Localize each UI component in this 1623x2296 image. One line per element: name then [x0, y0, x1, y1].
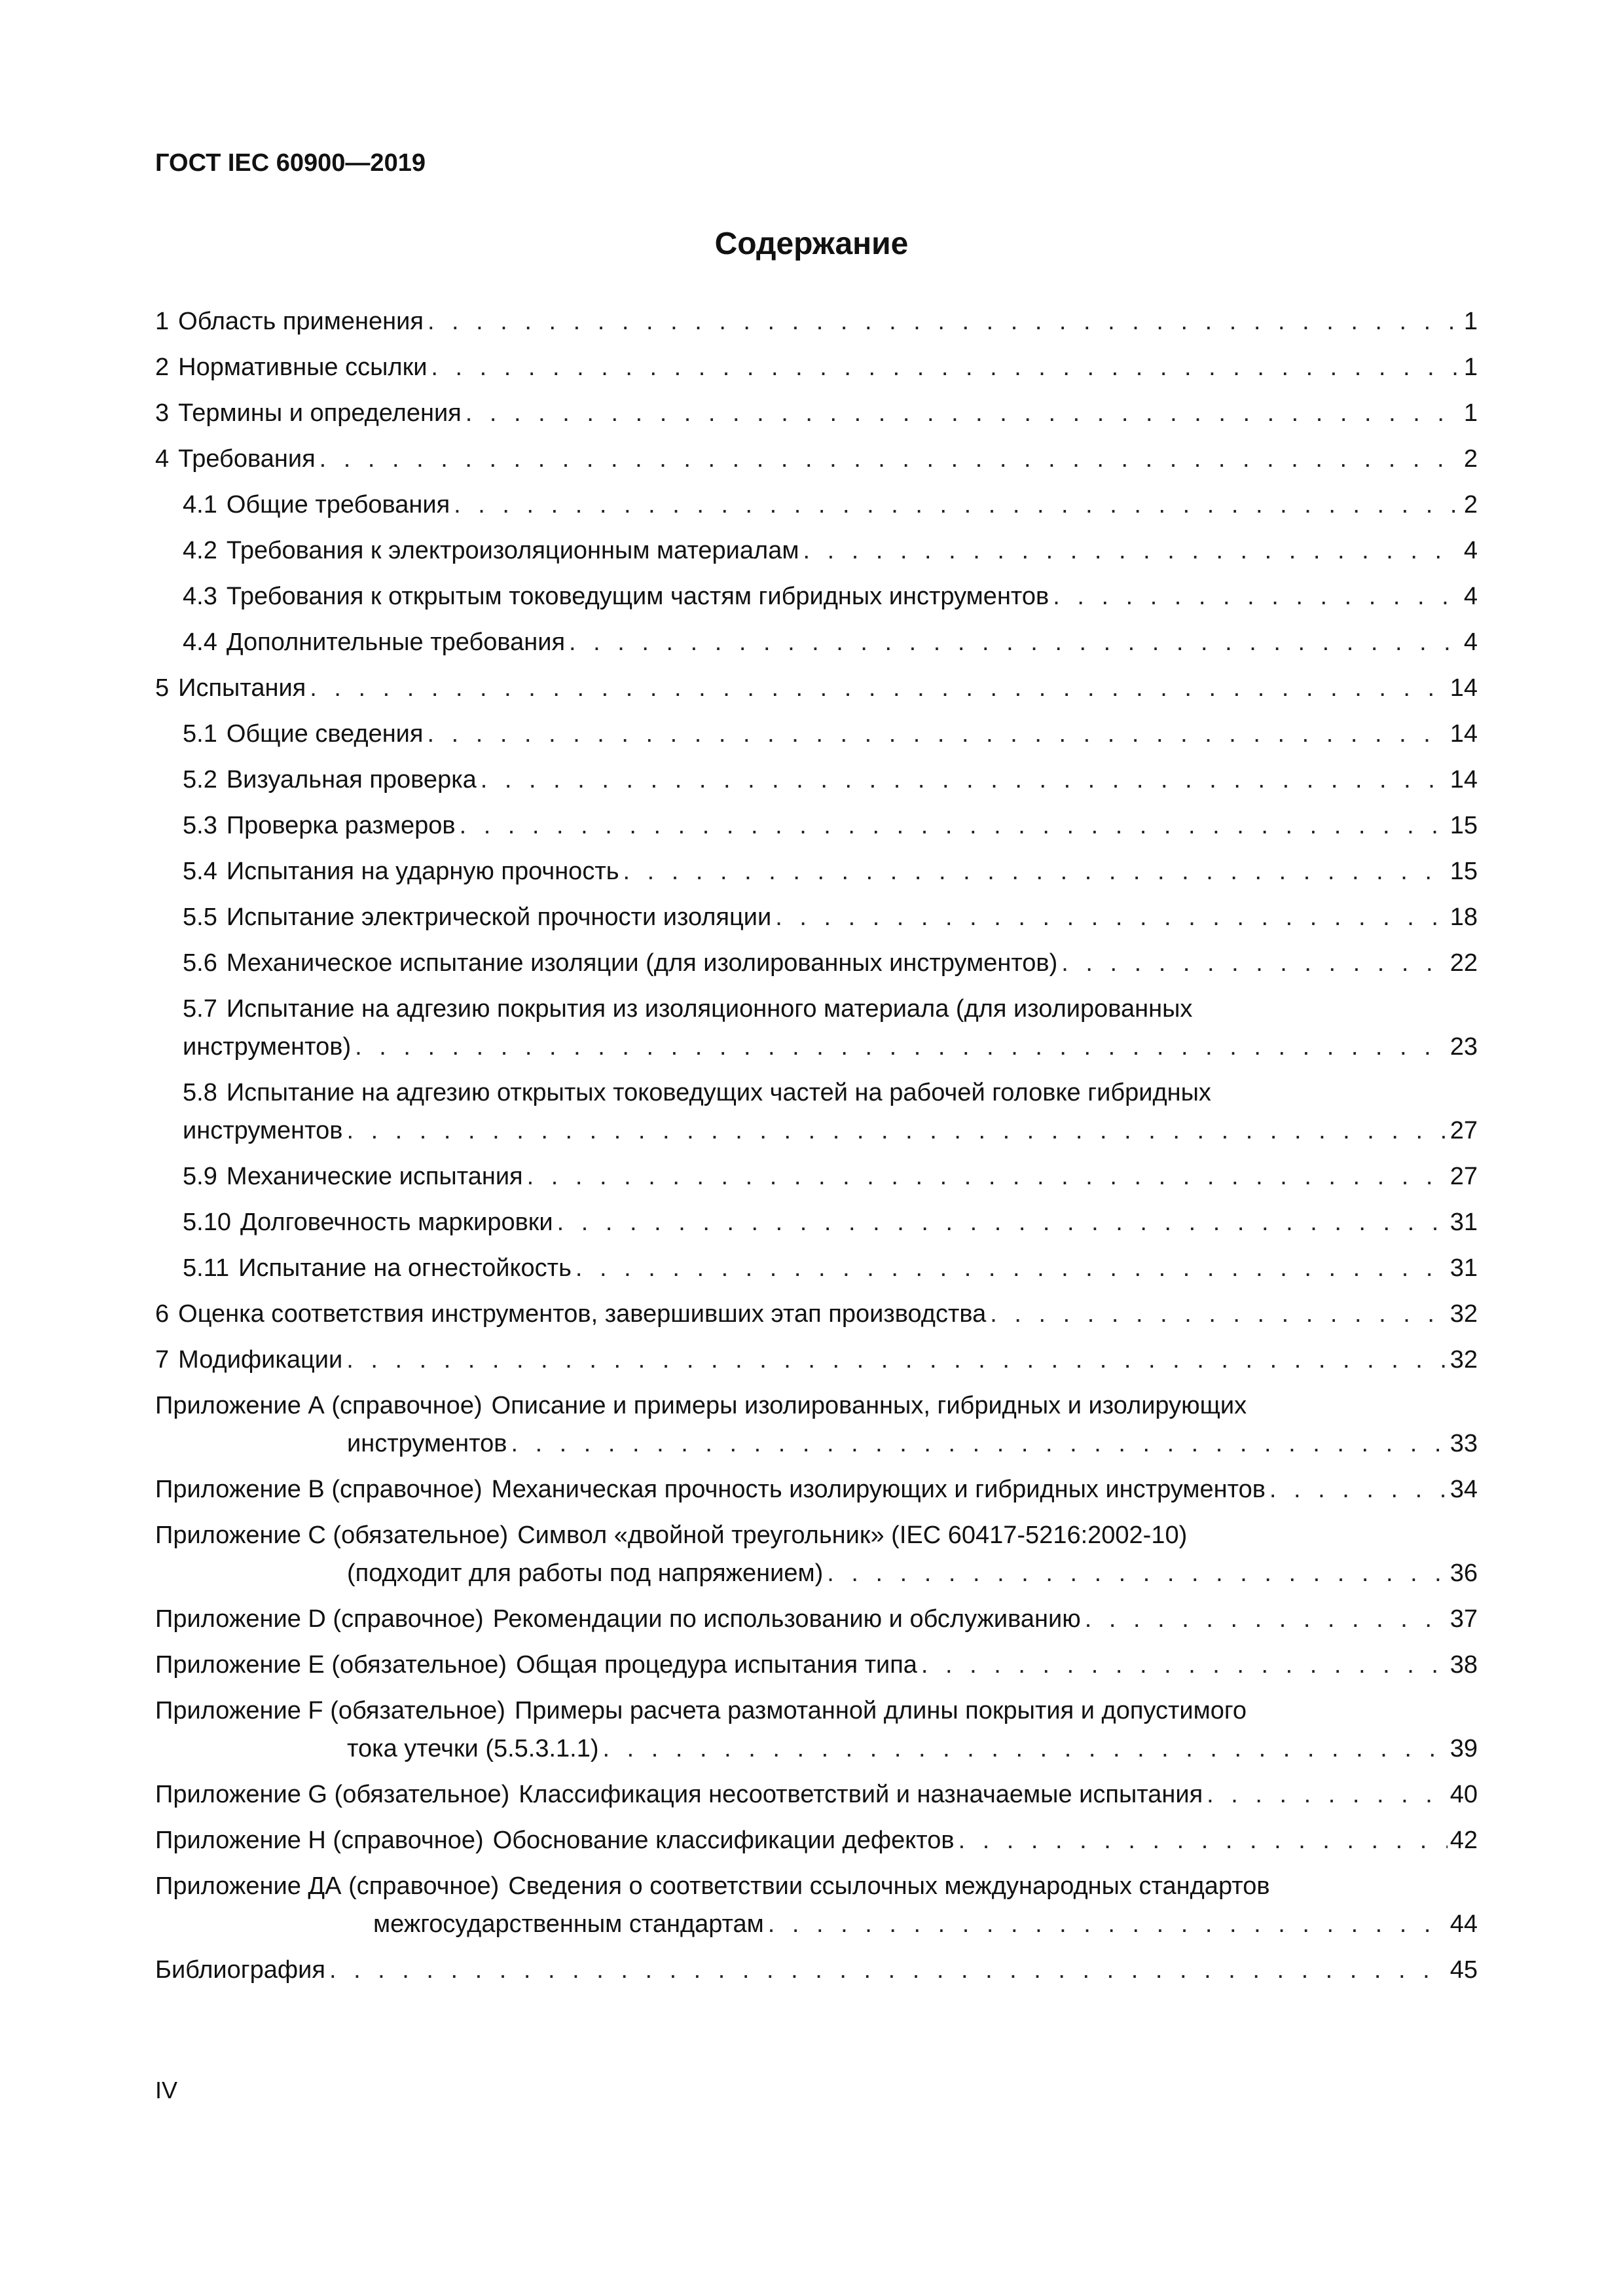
toc-entry-title-continuation: инструментов — [347, 1430, 507, 1457]
toc-leader-dots — [527, 1157, 1448, 1195]
toc-entry-number: Приложение А (справочное) — [155, 1392, 483, 1419]
toc-entry-page: 14 — [1450, 720, 1478, 748]
toc-entry[interactable] — [155, 486, 1478, 524]
toc-entry-first-line — [183, 1074, 1478, 1112]
toc-entry-number: 5.9 — [183, 1163, 217, 1190]
toc-entry[interactable] — [155, 1600, 1478, 1638]
toc-entry-line — [183, 761, 1478, 799]
toc-entry-first-line — [155, 1516, 1478, 1554]
toc-entry-line — [183, 577, 1478, 615]
toc-entry-page: 4 — [1463, 583, 1478, 610]
toc-leader-dots — [1085, 1600, 1448, 1638]
toc-entry-line — [183, 807, 1478, 845]
toc-entry-page: 15 — [1450, 812, 1478, 839]
toc-entry-line — [183, 944, 1478, 982]
toc-entry-title: Рекомендации по использованию и обслуживанию — [492, 1605, 1081, 1633]
toc-leader-dots — [768, 1905, 1448, 1943]
toc-entry-number: 5.8 — [183, 1079, 217, 1106]
toc-entry-line — [155, 1776, 1478, 1813]
toc-entry-title: Примеры расчета размотанной длины покрытия и допустимого — [514, 1697, 1247, 1724]
toc-entry-page: 4 — [1463, 537, 1478, 564]
toc-entry-page: 2 — [1463, 445, 1478, 473]
toc-entry-number: Приложение ДА (справочное) — [155, 1872, 500, 1900]
toc-entry-page: 4 — [1463, 629, 1478, 656]
toc-entry[interactable] — [155, 1821, 1478, 1859]
toc-entry-page: 31 — [1450, 1254, 1478, 1282]
toc-entry-title: Общие требования — [226, 491, 450, 519]
toc-entry[interactable] — [155, 898, 1478, 936]
toc-entry-title: Испытание на адгезию покрытия из изоляционного материала (для изолированных — [226, 995, 1193, 1023]
toc-entry-title-continuation: межгосударственным стандартам — [373, 1910, 764, 1938]
toc-entry[interactable] — [155, 669, 1478, 707]
toc-entry-number: 5.11 — [183, 1254, 230, 1282]
toc-leader-dots — [454, 486, 1461, 524]
toc-leader-dots — [511, 1425, 1447, 1463]
toc-leader-dots — [1061, 944, 1447, 982]
toc-entry-line — [155, 1470, 1478, 1508]
toc-entry-title: Термины и определения — [178, 399, 462, 427]
toc-entry-number: Приложение Н (справочное) — [155, 1827, 484, 1854]
toc-entry-number: 5.1 — [183, 720, 217, 748]
toc-entry[interactable] — [155, 348, 1478, 386]
toc-entry-number: 4.1 — [183, 491, 217, 519]
toc-leader-dots — [921, 1646, 1448, 1684]
toc-entry-page: 14 — [1450, 674, 1478, 702]
toc-leader-dots — [1207, 1776, 1448, 1813]
toc-entry-title: Общие сведения — [226, 720, 424, 748]
toc-entry-title: Классификация несоответствий и назначаемые испытания — [519, 1781, 1203, 1808]
toc-entry-title: Общая процедура испытания типа — [516, 1651, 917, 1679]
toc-entry-title: Сведения о соответствии ссылочных международных стандартов — [508, 1872, 1270, 1900]
toc-entry-number: 5.10 — [183, 1209, 231, 1236]
toc-entry-number: 6 — [155, 1300, 170, 1328]
toc-entry-number: 1 — [155, 308, 170, 335]
toc-entry-page: 33 — [1450, 1430, 1478, 1457]
toc-entry-page: 32 — [1450, 1346, 1478, 1374]
toc-entry-title: Библиография — [155, 1956, 325, 1984]
toc-leader-dots — [355, 1028, 1448, 1066]
toc-leader-dots — [428, 302, 1461, 340]
toc-entry-number: 5.3 — [183, 812, 217, 839]
toc-entry-number: 2 — [155, 354, 170, 381]
toc-entry-line — [183, 486, 1478, 524]
toc-leader-dots — [775, 898, 1447, 936]
toc-entry-title: Механическая прочность изолирующих и гибридных инструментов — [491, 1476, 1266, 1503]
toc-entry-number: 5.2 — [183, 766, 217, 793]
toc-entry-number: 5.5 — [183, 903, 217, 931]
toc-entry[interactable] — [155, 1341, 1478, 1379]
toc-entry-continuation — [155, 1554, 1478, 1592]
toc-entry-number: 7 — [155, 1346, 170, 1374]
toc-entry[interactable] — [155, 577, 1478, 615]
toc-leader-dots — [575, 1249, 1448, 1287]
toc-entry-title: Визуальная проверка — [226, 766, 477, 793]
toc-leader-dots — [958, 1821, 1448, 1859]
toc-entry-page: 31 — [1450, 1209, 1478, 1236]
toc-entry[interactable] — [155, 1157, 1478, 1195]
toc-entry-page: 23 — [1450, 1033, 1478, 1061]
toc-entry-page: 44 — [1450, 1910, 1478, 1938]
toc-entry-number: Приложение С (обязательное) — [155, 1522, 509, 1549]
toc-entry-title: Область применения — [178, 308, 424, 335]
toc-entry-line — [155, 1821, 1478, 1859]
toc-leader-dots — [1269, 1470, 1448, 1508]
toc-entry-page: 27 — [1450, 1163, 1478, 1190]
toc-entry[interactable] — [155, 1249, 1478, 1287]
toc-entry-number: 4.4 — [183, 629, 217, 656]
toc-entry-page: 37 — [1450, 1605, 1478, 1633]
toc-entry-number: 5.6 — [183, 949, 217, 977]
toc-entry-line — [183, 852, 1478, 890]
toc-entry-title: Требования к открытым токоведущим частям гибридных инструментов — [226, 583, 1049, 610]
toc-entry-line — [155, 1600, 1478, 1638]
toc-leader-dots — [603, 1730, 1448, 1768]
toc-leader-dots — [346, 1112, 1447, 1150]
toc-entry-number: 4.3 — [183, 583, 217, 610]
toc-entry[interactable] — [155, 440, 1478, 478]
toc-entry-line — [183, 715, 1478, 753]
toc-entry-number: 5 — [155, 674, 170, 702]
toc-entry-page: 1 — [1463, 308, 1478, 335]
toc-entry[interactable] — [155, 532, 1478, 570]
toc-entry-line — [155, 440, 1478, 478]
toc-entry-line — [155, 1341, 1478, 1379]
toc-leader-dots — [460, 807, 1448, 845]
toc-entry-title: Испытание на огнестойкость — [238, 1254, 572, 1282]
toc-entry-title: Долговечность маркировки — [240, 1209, 553, 1236]
toc-entry-number: Приложение Е (обязательное) — [155, 1651, 507, 1679]
toc-title: Содержание — [714, 227, 909, 261]
toc-entry[interactable] — [155, 715, 1478, 753]
toc-entry-number: 5.7 — [183, 995, 217, 1023]
toc-entry-first-line — [155, 1867, 1478, 1905]
toc-entry-title-continuation: тока утечки (5.5.3.1.1) — [347, 1735, 599, 1762]
toc-entry[interactable] — [155, 394, 1478, 432]
toc-entry-continuation — [155, 1730, 1478, 1768]
table-of-contents — [155, 302, 1478, 1997]
toc-entry-line — [155, 394, 1478, 432]
toc-entry-continuation — [183, 1028, 1478, 1066]
toc-leader-dots — [346, 1341, 1447, 1379]
toc-entry-line — [183, 1203, 1478, 1241]
toc-entry[interactable] — [155, 1867, 1478, 1943]
toc-entry[interactable] — [155, 761, 1478, 799]
toc-entry[interactable] — [155, 1646, 1478, 1684]
toc-entry-line — [183, 532, 1478, 570]
toc-leader-dots — [827, 1554, 1447, 1592]
toc-entry-title: Проверка размеров — [226, 812, 456, 839]
toc-entry-page: 1 — [1463, 399, 1478, 427]
toc-entry-line — [155, 669, 1478, 707]
toc-leader-dots — [428, 715, 1448, 753]
toc-entry-page: 14 — [1450, 766, 1478, 793]
toc-entry-page: 34 — [1450, 1476, 1478, 1503]
toc-entry-number: Приложение G (обязательное) — [155, 1781, 510, 1808]
toc-entry[interactable] — [155, 1203, 1478, 1241]
toc-entry[interactable] — [155, 1951, 1478, 1989]
toc-entry-line — [155, 1951, 1478, 1989]
toc-leader-dots — [481, 761, 1448, 799]
toc-entry-title: Оценка соответствия инструментов, завершивших этап производства — [178, 1300, 987, 1328]
toc-entry-first-line — [155, 1387, 1478, 1425]
toc-entry[interactable] — [155, 623, 1478, 661]
toc-entry-title: Испытание на адгезию открытых токоведущих частей на рабочей головке гибридных — [226, 1079, 1211, 1106]
toc-leader-dots — [431, 348, 1461, 386]
toc-leader-dots — [310, 669, 1447, 707]
toc-leader-dots — [557, 1203, 1448, 1241]
toc-entry-line — [183, 1157, 1478, 1195]
toc-entry-continuation — [183, 1112, 1478, 1150]
toc-entry-page: 2 — [1463, 491, 1478, 519]
toc-entry[interactable] — [155, 1295, 1478, 1333]
toc-entry-number: Приложение D (справочное) — [155, 1605, 484, 1633]
toc-entry-line — [155, 302, 1478, 340]
toc-leader-dots — [623, 852, 1448, 890]
toc-entry-number: 4 — [155, 445, 170, 473]
toc-entry-title: Испытания — [178, 674, 306, 702]
toc-entry-title: Модификации — [178, 1346, 343, 1374]
toc-entry[interactable] — [155, 302, 1478, 340]
toc-entry[interactable] — [155, 852, 1478, 890]
toc-entry[interactable] — [155, 990, 1478, 1066]
toc-entry-title: Символ «двойной треугольник» (IEC 60417-5216:2002-10) — [517, 1522, 1188, 1549]
toc-leader-dots — [465, 394, 1461, 432]
toc-entry[interactable] — [155, 1074, 1478, 1150]
toc-leader-dots — [1053, 577, 1461, 615]
toc-entry-title: Механическое испытание изоляции (для изолированных инструментов) — [226, 949, 1058, 977]
toc-entry-page: 39 — [1450, 1735, 1478, 1762]
toc-entry-title: Описание и примеры изолированных, гибридных и изолирующих — [491, 1392, 1247, 1419]
toc-entry[interactable] — [155, 1516, 1478, 1592]
toc-entry-first-line — [183, 990, 1478, 1028]
document-code: ГОСТ IEC 60900—2019 — [155, 149, 426, 177]
toc-entry-page: 27 — [1450, 1117, 1478, 1144]
toc-entry-page: 22 — [1450, 949, 1478, 977]
toc-entry-number: 3 — [155, 399, 170, 427]
toc-entry-line — [155, 1646, 1478, 1684]
toc-entry-page: 40 — [1450, 1781, 1478, 1808]
toc-entry[interactable] — [155, 1776, 1478, 1813]
toc-entry-page: 42 — [1450, 1827, 1478, 1854]
toc-leader-dots — [329, 1951, 1448, 1989]
toc-entry-page: 1 — [1463, 354, 1478, 381]
toc-entry[interactable] — [155, 944, 1478, 982]
toc-entry-line — [183, 1249, 1478, 1287]
toc-entry-page: 38 — [1450, 1651, 1478, 1679]
toc-leader-dots — [319, 440, 1461, 478]
toc-entry-continuation — [155, 1425, 1478, 1463]
toc-entry-title: Требования — [178, 445, 316, 473]
toc-entry-title: Испытания на ударную прочность — [226, 858, 619, 885]
toc-entry-title-continuation: инструментов) — [183, 1033, 352, 1061]
toc-entry-line — [183, 623, 1478, 661]
toc-entry[interactable] — [155, 1692, 1478, 1768]
page-number: IV — [155, 2077, 178, 2104]
toc-entry-number: 5.4 — [183, 858, 217, 885]
toc-entry-page: 15 — [1450, 858, 1478, 885]
toc-leader-dots — [569, 623, 1461, 661]
toc-leader-dots — [803, 532, 1461, 570]
toc-leader-dots — [990, 1295, 1447, 1333]
toc-entry-number: 4.2 — [183, 537, 217, 564]
toc-entry-title: Испытание электрической прочности изоляции — [226, 903, 772, 931]
toc-entry-page: 32 — [1450, 1300, 1478, 1328]
toc-entry-title: Дополнительные требования — [226, 629, 566, 656]
toc-entry[interactable] — [155, 1470, 1478, 1508]
toc-entry-page: 18 — [1450, 903, 1478, 931]
toc-entry-line — [155, 1295, 1478, 1333]
toc-entry-title-continuation: инструментов — [183, 1117, 343, 1144]
toc-entry[interactable] — [155, 1387, 1478, 1463]
toc-entry-continuation — [155, 1905, 1478, 1943]
toc-entry-title: Нормативные ссылки — [178, 354, 428, 381]
toc-entry-page: 36 — [1450, 1559, 1478, 1587]
toc-entry-title: Обоснование классификации дефектов — [492, 1827, 955, 1854]
toc-entry[interactable] — [155, 807, 1478, 845]
toc-entry-title: Механические испытания — [226, 1163, 523, 1190]
toc-entry-first-line — [155, 1692, 1478, 1730]
toc-entry-title-continuation: (подходит для работы под напряжением) — [347, 1559, 824, 1587]
toc-entry-line — [155, 348, 1478, 386]
toc-entry-page: 45 — [1450, 1956, 1478, 1984]
toc-entry-number: Приложение F (обязательное) — [155, 1697, 505, 1724]
toc-entry-number: Приложение В (справочное) — [155, 1476, 483, 1503]
toc-entry-title: Требования к электроизоляционным материалам — [226, 537, 799, 564]
toc-entry-line — [183, 898, 1478, 936]
